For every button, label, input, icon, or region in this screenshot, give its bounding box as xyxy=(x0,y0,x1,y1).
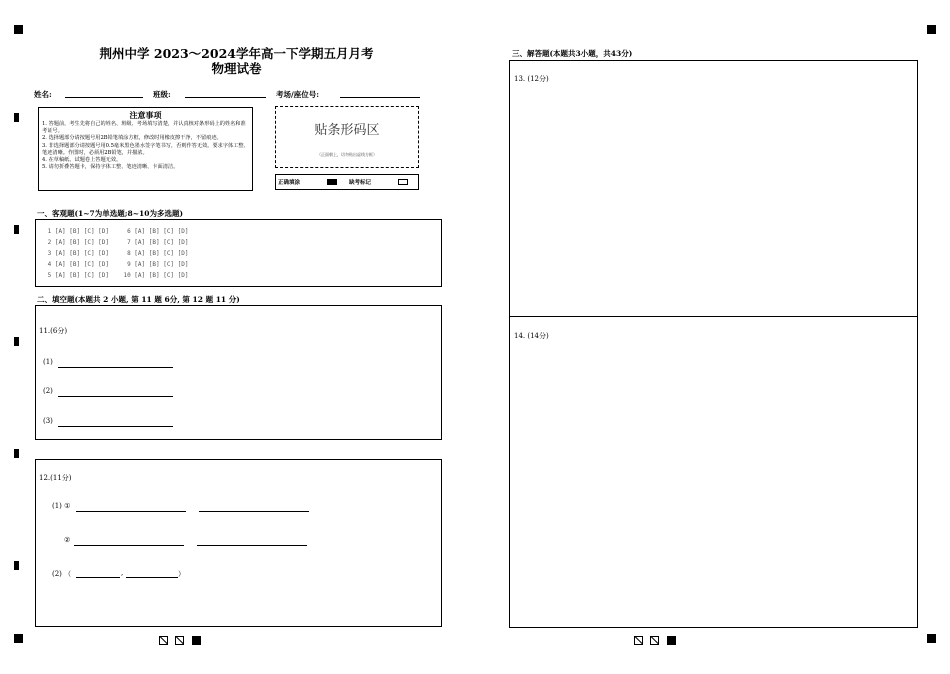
q13-label: 13. (12分) xyxy=(514,75,549,83)
notice-item: 5. 请勿折叠答题卡，保持字体工整、笔迹清晰、卡面清洁。 xyxy=(42,164,179,171)
corner-marker xyxy=(14,634,23,643)
correct-fill-label: 正确填涂 xyxy=(278,180,301,186)
q12-part1b-label: ② xyxy=(64,536,71,544)
q11-part2-line[interactable] xyxy=(58,396,173,397)
q12-part1-line-a[interactable] xyxy=(76,511,186,512)
name-label: 姓名: xyxy=(34,90,52,99)
page-marker xyxy=(175,636,184,645)
q11-part1-label: (1) xyxy=(43,358,53,366)
q14-answer-box[interactable] xyxy=(509,316,918,628)
barcode-note: （正面朝上，切勿贴出虚线方框） xyxy=(317,152,377,157)
q13-answer-box[interactable] xyxy=(509,60,918,317)
seat-label: 考场/座位号: xyxy=(276,90,320,99)
barcode-label: 贴条形码区 xyxy=(314,123,380,138)
exam-subject: 物理试卷 xyxy=(211,61,262,76)
barcode-area xyxy=(275,106,419,168)
q14-label: 14. (14分) xyxy=(514,332,549,340)
notice-item: 4. 在草稿纸、试题卷上答题无效。 xyxy=(42,157,122,164)
mc-row[interactable]: 5 [A] [B] [C] [D] 10 [A] [B] [C] [D] xyxy=(44,272,189,279)
q12-part2-line-a[interactable] xyxy=(76,577,120,578)
mc-row[interactable]: 2 [A] [B] [C] [D] 7 [A] [B] [C] [D] xyxy=(44,239,189,246)
notice-box xyxy=(38,107,253,191)
q11-part3-line[interactable] xyxy=(58,426,173,427)
absent-mark-label: 缺考标记 xyxy=(349,180,372,186)
timing-mark xyxy=(14,449,19,458)
q12-part2-label: (2) （ xyxy=(52,570,72,578)
filled-box-icon xyxy=(327,179,337,185)
section1-title: 一、客观题(1~7为单选题;8~10为多选题) xyxy=(37,209,184,218)
q12-part1-label: (1) ① xyxy=(52,502,71,510)
q12-part2-line-b[interactable] xyxy=(126,577,178,578)
q12-answer-box[interactable] xyxy=(35,459,442,627)
q11-part1-line[interactable] xyxy=(58,367,173,368)
section2-title: 二、填空题(本题共 2 小题, 第 11 题 6分, 第 12 题 11 分) xyxy=(37,295,240,304)
page-marker xyxy=(159,636,168,645)
page-marker xyxy=(192,636,201,645)
q11-answer-box[interactable] xyxy=(35,305,442,440)
q11-part3-label: (3) xyxy=(43,417,53,425)
q12-label: 12.(11分) xyxy=(39,474,72,482)
notice-heading: 注意事项 xyxy=(129,110,162,120)
corner-marker xyxy=(927,25,936,34)
q12-part1b-line-b[interactable] xyxy=(197,545,307,546)
timing-mark xyxy=(14,337,19,346)
q11-label: 11.(6分) xyxy=(39,327,68,335)
mc-row[interactable]: 3 [A] [B] [C] [D] 8 [A] [B] [C] [D] xyxy=(44,250,189,257)
section3-title: 三、解答题(本题共3小题，共43分) xyxy=(512,49,633,58)
corner-marker xyxy=(927,634,936,643)
mc-row[interactable]: 1 [A] [B] [C] [D] 6 [A] [B] [C] [D] xyxy=(44,228,189,235)
absent-checkbox[interactable] xyxy=(398,179,408,185)
page-marker xyxy=(667,636,676,645)
fill-example-box xyxy=(275,174,419,190)
notice-item: 1. 答题前，考生先将自己的姓名、班级、考场填写清楚，并认真核对条形码上的姓名和准考证号。 xyxy=(42,121,246,135)
q12-part1-line-b[interactable] xyxy=(199,511,309,512)
q11-part2-label: (2) xyxy=(43,387,53,395)
class-label: 班级: xyxy=(153,90,171,99)
exam-title: 荆州中学 2023～2024学年高一下学期五月月考 xyxy=(99,46,374,61)
notice-item: 2. 选择题部分请按题号用2B铅笔填涂方框，修改时用橡皮擦干净，不留痕迹。 xyxy=(42,135,222,142)
q12-part1b-line-a[interactable] xyxy=(74,545,184,546)
timing-mark xyxy=(14,561,19,570)
name-field[interactable] xyxy=(65,97,143,98)
q12-part2-comma: , xyxy=(121,569,124,577)
mc-answer-box xyxy=(35,219,442,287)
class-field[interactable] xyxy=(185,97,266,98)
q12-part2-close: ） xyxy=(178,570,185,578)
timing-mark xyxy=(14,113,19,122)
notice-item: 3. 非选择题部分请按题号用0.5毫米黑色墨水签字笔书写，否则作答无效。要求字体工整、笔迹清晰。作图时，必须用2B铅笔，并描浓。 xyxy=(42,142,249,156)
timing-mark xyxy=(14,225,19,234)
page-marker xyxy=(634,636,643,645)
seat-field[interactable] xyxy=(340,97,420,98)
corner-marker xyxy=(14,25,23,34)
page-marker xyxy=(650,636,659,645)
mc-row[interactable]: 4 [A] [B] [C] [D] 9 [A] [B] [C] [D] xyxy=(44,261,189,268)
